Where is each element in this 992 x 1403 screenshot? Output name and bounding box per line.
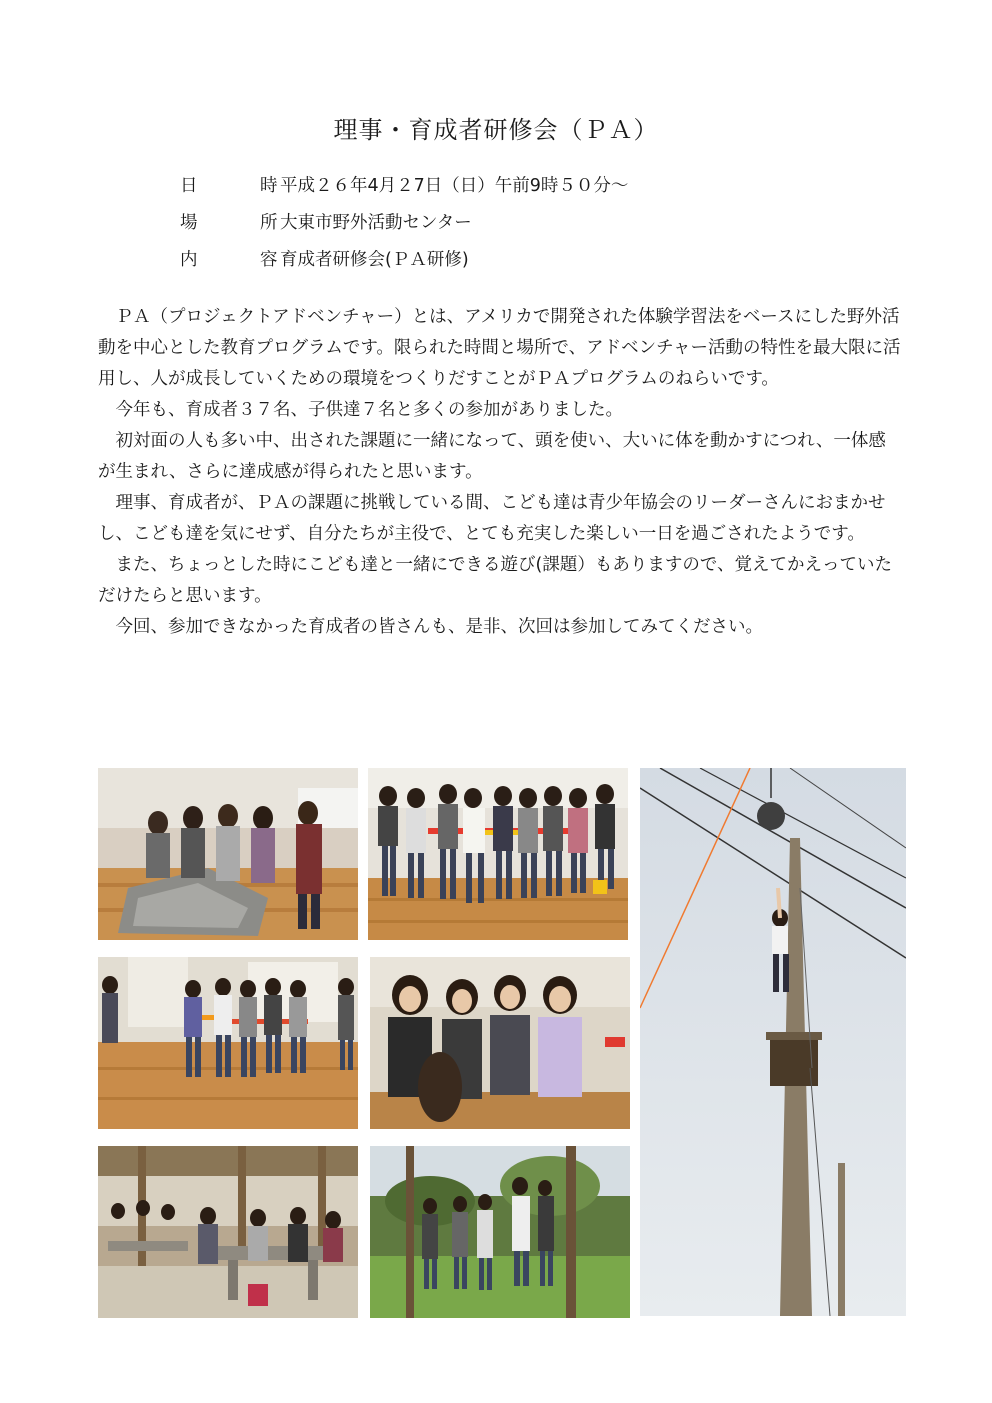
paragraph: また、ちょっとした時にこども達と一緒にできる遊び(課題）もありますので、覚えてかえっていただけたらと思います。 [98,555,892,606]
paragraph: 今回、参加できなかった育成者の皆さんも、是非、次回は参加してみてください。 [115,617,763,637]
info-label-char: 時 [260,176,278,196]
info-label-char: 場 [180,213,198,233]
photo-tarp-activity [98,768,358,940]
paragraph: 理事、育成者が、ＰＡの課題に挑戦している間、こども達は青少年協会のリーダーさんにおまかせし、こども達を気にせず、自分たちが主役で、とても充実した楽しい一日を過ごされたようです。 [98,493,886,544]
event-info [180,172,628,283]
info-value-content: 育成者研修会(ＰＡ研修) [280,250,469,270]
paragraph: 今年も、育成者３７名、子供達７名と多くの参加がありました。 [115,400,623,420]
info-label-char: 所 [260,213,278,233]
photo-group-closeup [370,957,630,1129]
info-label-char: 容 [260,250,278,270]
photo-outdoor-group [370,1146,630,1318]
photo-pole-climb [640,768,906,1316]
paragraph: ＰＡ（プロジェクトアドベンチャー）とは、アメリカで開発された体験学習法をベースにした野外活動を中心とした教育プログラムです。限られた時間と場所で、アドベンチャー活動の特性を最大限に活用し、人が成長していくための環境をつくりだすことがＰＡプログラムのねらいです。 [98,307,901,389]
info-label-char: 内 [180,250,198,270]
paragraph: 初対面の人も多い中、出された課題に一緒になって、頭を使い、大いに体を動かすにつれ、一体感が生まれ、さらに達成感が得られたと思います。 [98,431,886,482]
info-row-date [180,172,628,209]
info-label-char: 日 [180,176,198,196]
info-value-date: 平成２６年4月２7日（日）午前9時５０分～ [280,176,629,196]
info-row-content [180,246,628,283]
info-value-place: 大東市野外活動センター [280,213,472,233]
info-label-content [180,246,280,283]
photo-line-activity [368,768,628,940]
photo-hallway-activity [98,957,358,1129]
info-label-date [180,172,280,209]
document-title: 理事・育成者研修会（ＰＡ） [333,116,659,144]
photo-picnic-area [98,1146,358,1318]
body-text [98,302,903,643]
info-row-place [180,209,628,246]
info-label-place [180,209,280,246]
